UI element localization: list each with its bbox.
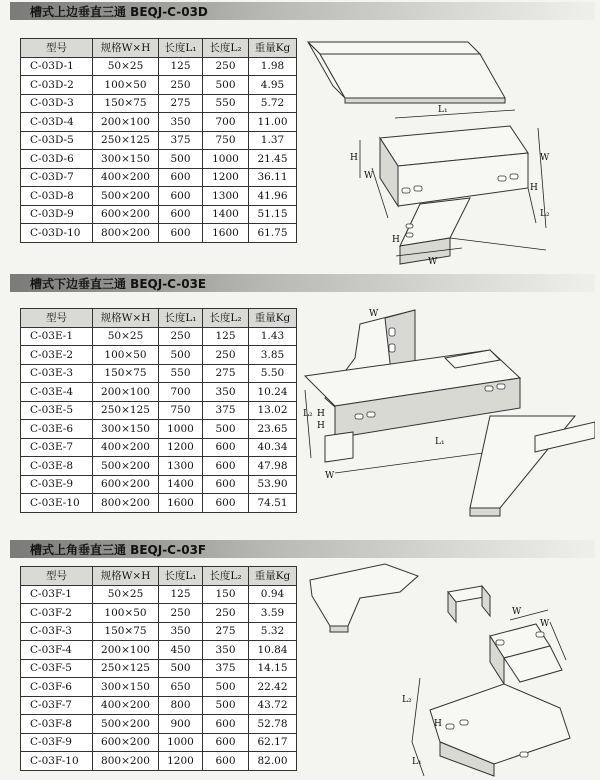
model-cell: C-03F-6: [21, 678, 93, 697]
weight-cell: 51.15: [249, 205, 297, 224]
cover-plate-face: [320, 54, 505, 98]
length1-cell: 550: [159, 364, 203, 383]
mounting-hole: [355, 414, 363, 419]
weight-cell: 43.72: [249, 696, 297, 715]
spec-cell: 600×200: [93, 733, 159, 752]
length2-cell: 1600: [203, 224, 249, 243]
spec-cell: 200×100: [93, 113, 159, 132]
length2-cell: 750: [203, 131, 249, 150]
length1-cell: 125: [159, 585, 203, 604]
model-cell: C-03F-1: [21, 585, 93, 604]
spec-cell: 150×75: [93, 622, 159, 641]
mounting-hole: [406, 233, 413, 237]
dimension-h: H: [434, 719, 442, 729]
weight-cell: 62.17: [249, 733, 297, 752]
spec-cell: 50×25: [93, 585, 159, 604]
length1-cell: 375: [159, 131, 203, 150]
section-header: [10, 274, 595, 292]
weight-cell: 41.96: [249, 187, 297, 206]
weight-cell: 21.45: [249, 150, 297, 169]
spec-cell: 250×125: [93, 131, 159, 150]
spec-cell: 250×125: [93, 659, 159, 678]
weight-cell: 5.32: [249, 622, 297, 641]
column-header: 长度L₂: [203, 309, 249, 328]
length1-cell: 700: [159, 383, 203, 402]
model-cell: C-03D-8: [21, 187, 93, 206]
column-header: 长度L₂: [203, 39, 249, 58]
model-cell: C-03D-1: [21, 57, 93, 76]
table-row: [21, 346, 297, 365]
weight-cell: 5.72: [249, 94, 297, 113]
length2-cell: 1400: [203, 205, 249, 224]
length2-cell: 1200: [203, 168, 249, 187]
length2-cell: 600: [203, 457, 249, 476]
dimension-line: [395, 110, 515, 118]
mounting-hole: [402, 188, 410, 193]
spec-cell: 200×100: [93, 641, 159, 660]
length1-cell: 1000: [159, 733, 203, 752]
spec-cell: 600×200: [93, 205, 159, 224]
table-row: [21, 438, 297, 457]
mounting-hole: [497, 384, 505, 389]
dimension-l1: L₁: [438, 105, 448, 115]
model-cell: C-03E-4: [21, 383, 93, 402]
length1-cell: 500: [159, 150, 203, 169]
table-row: [21, 57, 297, 76]
dimension-h: H: [392, 235, 400, 245]
length1-cell: 500: [159, 659, 203, 678]
model-cell: C-03F-2: [21, 604, 93, 623]
column-header: 型号: [21, 309, 93, 328]
length1-cell: 650: [159, 678, 203, 697]
tee-03d-drawing: [300, 28, 595, 268]
model-cell: C-03E-2: [21, 346, 93, 365]
table-row: [21, 224, 297, 243]
column-header: 长度L₁: [159, 39, 203, 58]
length1-cell: 1200: [159, 752, 203, 771]
model-cell: C-03D-9: [21, 205, 93, 224]
weight-cell: 53.90: [249, 475, 297, 494]
section-title: 槽式下边垂直三通 BEQJ-C-03E: [30, 277, 207, 291]
dimension-w: W: [540, 153, 550, 163]
weight-cell: 1.37: [249, 131, 297, 150]
dimension-line: [450, 238, 546, 250]
length1-cell: 1300: [159, 457, 203, 476]
weight-cell: 22.42: [249, 678, 297, 697]
table-row: [21, 327, 297, 346]
column-header: 长度L₂: [203, 567, 249, 586]
length2-cell: 500: [203, 76, 249, 95]
weight-cell: 10.84: [249, 641, 297, 660]
column-header: 型号: [21, 39, 93, 58]
length2-cell: 275: [203, 364, 249, 383]
table-row: [21, 420, 297, 439]
model-cell: C-03E-7: [21, 438, 93, 457]
column-header: 长度L₁: [159, 567, 203, 586]
length1-cell: 750: [159, 401, 203, 420]
weight-cell: 47.98: [249, 457, 297, 476]
length2-cell: 1000: [203, 150, 249, 169]
length1-cell: 1000: [159, 420, 203, 439]
dimension-line: [528, 188, 536, 223]
spec-table: [20, 566, 297, 771]
table-row: [21, 383, 297, 402]
length1-cell: 350: [159, 622, 203, 641]
length2-cell: 500: [203, 678, 249, 697]
table-row: [21, 696, 297, 715]
dimension-h: H: [317, 421, 325, 431]
mounting-hole: [460, 720, 468, 725]
dimension-w: W: [325, 471, 335, 481]
spec-cell: 100×50: [93, 76, 159, 95]
weight-cell: 1.43: [249, 327, 297, 346]
mounting-hole: [520, 752, 528, 757]
column-header: 重量Kg: [249, 309, 297, 328]
weight-cell: 52.78: [249, 715, 297, 734]
cover-plate-edge: [330, 626, 348, 632]
model-cell: C-03D-2: [21, 76, 93, 95]
length2-cell: 250: [203, 57, 249, 76]
weight-cell: 1.98: [249, 57, 297, 76]
model-cell: C-03E-1: [21, 327, 93, 346]
spec-cell: 300×150: [93, 150, 159, 169]
mounting-hole: [406, 224, 413, 228]
length2-cell: 1300: [203, 187, 249, 206]
spec-cell: 50×25: [93, 57, 159, 76]
model-cell: C-03D-7: [21, 168, 93, 187]
weight-cell: 11.00: [249, 113, 297, 132]
model-cell: C-03E-3: [21, 364, 93, 383]
dimension-w: W: [369, 309, 379, 319]
table-row: [21, 205, 297, 224]
dimension-w: W: [364, 171, 374, 181]
length2-cell: 500: [203, 420, 249, 439]
dimension-line: [412, 678, 420, 742]
column-header: 重量Kg: [249, 567, 297, 586]
dimension-h: H: [317, 409, 325, 419]
spec-cell: 400×200: [93, 168, 159, 187]
length1-cell: 1600: [159, 494, 203, 513]
model-cell: C-03E-9: [21, 475, 93, 494]
table-row: [21, 457, 297, 476]
column-header: 规格W×H: [93, 567, 159, 586]
table-row: [21, 94, 297, 113]
mounting-hole: [367, 412, 375, 417]
spec-cell: 500×200: [93, 187, 159, 206]
model-cell: C-03F-10: [21, 752, 93, 771]
model-cell: C-03E-6: [21, 420, 93, 439]
table-row: [21, 131, 297, 150]
model-cell: C-03F-3: [21, 622, 93, 641]
tee-03f-drawing: [300, 560, 595, 778]
length2-cell: 550: [203, 94, 249, 113]
section-title: 槽式上边垂直三通 BEQJ-C-03D: [30, 5, 208, 19]
length2-cell: 600: [203, 752, 249, 771]
spec-cell: 800×200: [93, 494, 159, 513]
dimension-l1: L₁: [412, 757, 422, 767]
mounting-hole: [510, 174, 518, 179]
table-row: [21, 475, 297, 494]
model-cell: C-03F-8: [21, 715, 93, 734]
dimension-w: W: [540, 619, 550, 629]
spec-cell: 150×75: [93, 364, 159, 383]
mounting-hole: [498, 176, 506, 181]
spec-cell: 400×200: [93, 696, 159, 715]
mounting-hole: [389, 344, 395, 352]
column-header: 规格W×H: [93, 39, 159, 58]
length2-cell: 600: [203, 494, 249, 513]
dimension-h: H: [350, 153, 358, 163]
length2-cell: 600: [203, 438, 249, 457]
weight-cell: 14.15: [249, 659, 297, 678]
length1-cell: 250: [159, 327, 203, 346]
tee-03e-drawing: [295, 298, 595, 534]
length2-cell: 250: [203, 604, 249, 623]
spec-cell: 800×200: [93, 224, 159, 243]
model-cell: C-03F-5: [21, 659, 93, 678]
table-row: [21, 113, 297, 132]
spec-cell: 300×150: [93, 420, 159, 439]
dimension-h: H: [530, 183, 538, 193]
mounting-hole: [446, 724, 454, 729]
weight-cell: 61.75: [249, 224, 297, 243]
length1-cell: 600: [159, 187, 203, 206]
cover-plate: [310, 564, 418, 626]
spec-cell: 250×125: [93, 401, 159, 420]
length1-cell: 600: [159, 205, 203, 224]
spec-cell: 500×200: [93, 715, 159, 734]
dimension-w: W: [512, 607, 522, 617]
length2-cell: 600: [203, 733, 249, 752]
spec-cell: 100×50: [93, 604, 159, 623]
model-cell: C-03F-7: [21, 696, 93, 715]
column-header: 长度L₁: [159, 309, 203, 328]
table-row: [21, 659, 297, 678]
table-row: [21, 150, 297, 169]
dimension-w: W: [428, 257, 438, 267]
length2-cell: 275: [203, 622, 249, 641]
length1-cell: 275: [159, 94, 203, 113]
cover-plate-edge: [345, 98, 505, 103]
weight-cell: 74.51: [249, 494, 297, 513]
length1-cell: 250: [159, 604, 203, 623]
table-row: [21, 622, 297, 641]
table-row: [21, 604, 297, 623]
length1-cell: 600: [159, 224, 203, 243]
weight-cell: 82.00: [249, 752, 297, 771]
length1-cell: 500: [159, 346, 203, 365]
weight-cell: 10.24: [249, 383, 297, 402]
table-row: [21, 494, 297, 513]
length1-cell: 600: [159, 168, 203, 187]
length2-cell: 125: [203, 327, 249, 346]
weight-cell: 5.50: [249, 364, 297, 383]
dimension-l1: L₁: [435, 437, 445, 447]
spec-cell: 100×50: [93, 346, 159, 365]
table-header-row: [21, 39, 297, 58]
length2-cell: 700: [203, 113, 249, 132]
length2-cell: 375: [203, 659, 249, 678]
table-row: [21, 401, 297, 420]
table-header-row: [21, 567, 297, 586]
column-header: 规格W×H: [93, 309, 159, 328]
table-row: [21, 678, 297, 697]
weight-cell: 36.11: [249, 168, 297, 187]
spec-cell: 50×25: [93, 327, 159, 346]
spec-cell: 400×200: [93, 438, 159, 457]
table-row: [21, 364, 297, 383]
section-header: [10, 2, 595, 20]
section-header: [10, 540, 595, 558]
length2-cell: 350: [203, 641, 249, 660]
length1-cell: 450: [159, 641, 203, 660]
length1-cell: 125: [159, 57, 203, 76]
cover-plate-edge: [470, 508, 500, 516]
model-cell: C-03D-6: [21, 150, 93, 169]
table-row: [21, 585, 297, 604]
model-cell: C-03D-3: [21, 94, 93, 113]
model-cell: C-03F-4: [21, 641, 93, 660]
weight-cell: 23.65: [249, 420, 297, 439]
column-header: 重量Kg: [249, 39, 297, 58]
length1-cell: 350: [159, 113, 203, 132]
spec-cell: 800×200: [93, 752, 159, 771]
model-cell: C-03D-5: [21, 131, 93, 150]
table-row: [21, 733, 297, 752]
spec-cell: 600×200: [93, 475, 159, 494]
table-row: [21, 752, 297, 771]
model-cell: C-03E-5: [21, 401, 93, 420]
dimension-l2: L₂: [540, 209, 550, 219]
mounting-hole: [485, 386, 493, 391]
section-title: 槽式上角垂直三通 BEQJ-C-03F: [30, 543, 207, 557]
length1-cell: 250: [159, 76, 203, 95]
length2-cell: 600: [203, 475, 249, 494]
length2-cell: 600: [203, 715, 249, 734]
model-cell: C-03D-4: [21, 113, 93, 132]
mounting-hole: [536, 632, 544, 637]
model-cell: C-03D-10: [21, 224, 93, 243]
weight-cell: 13.02: [249, 401, 297, 420]
weight-cell: 40.34: [249, 438, 297, 457]
length2-cell: 250: [203, 346, 249, 365]
table-header-row: [21, 309, 297, 328]
mounting-hole: [496, 640, 504, 645]
table-row: [21, 76, 297, 95]
cover-plate: [308, 42, 480, 54]
weight-cell: 3.85: [249, 346, 297, 365]
length2-cell: 375: [203, 401, 249, 420]
table-row: [21, 168, 297, 187]
weight-cell: 3.59: [249, 604, 297, 623]
spec-table: [20, 38, 297, 243]
length1-cell: 1200: [159, 438, 203, 457]
length1-cell: 1400: [159, 475, 203, 494]
length2-cell: 500: [203, 696, 249, 715]
length1-cell: 800: [159, 696, 203, 715]
spec-cell: 500×200: [93, 457, 159, 476]
table-row: [21, 641, 297, 660]
mounting-hole: [389, 328, 395, 336]
dimension-line: [305, 390, 311, 458]
model-cell: C-03F-9: [21, 733, 93, 752]
dimension-l2: L₂: [303, 409, 313, 419]
mounting-hole: [414, 186, 422, 191]
tee-end-fitting: [325, 432, 353, 462]
model-cell: C-03E-8: [21, 457, 93, 476]
cover-plate: [470, 416, 575, 508]
table-row: [21, 715, 297, 734]
spec-cell: 300×150: [93, 678, 159, 697]
table-row: [21, 187, 297, 206]
spec-table: [20, 308, 297, 513]
column-header: 型号: [21, 567, 93, 586]
dimension-l2: L₂: [402, 695, 412, 705]
spec-cell: 150×75: [93, 94, 159, 113]
spec-cell: 200×100: [93, 383, 159, 402]
model-cell: C-03E-10: [21, 494, 93, 513]
length1-cell: 900: [159, 715, 203, 734]
length2-cell: 150: [203, 585, 249, 604]
end-cap-wall: [482, 586, 490, 616]
length2-cell: 350: [203, 383, 249, 402]
weight-cell: 4.95: [249, 76, 297, 95]
weight-cell: 0.94: [249, 585, 297, 604]
